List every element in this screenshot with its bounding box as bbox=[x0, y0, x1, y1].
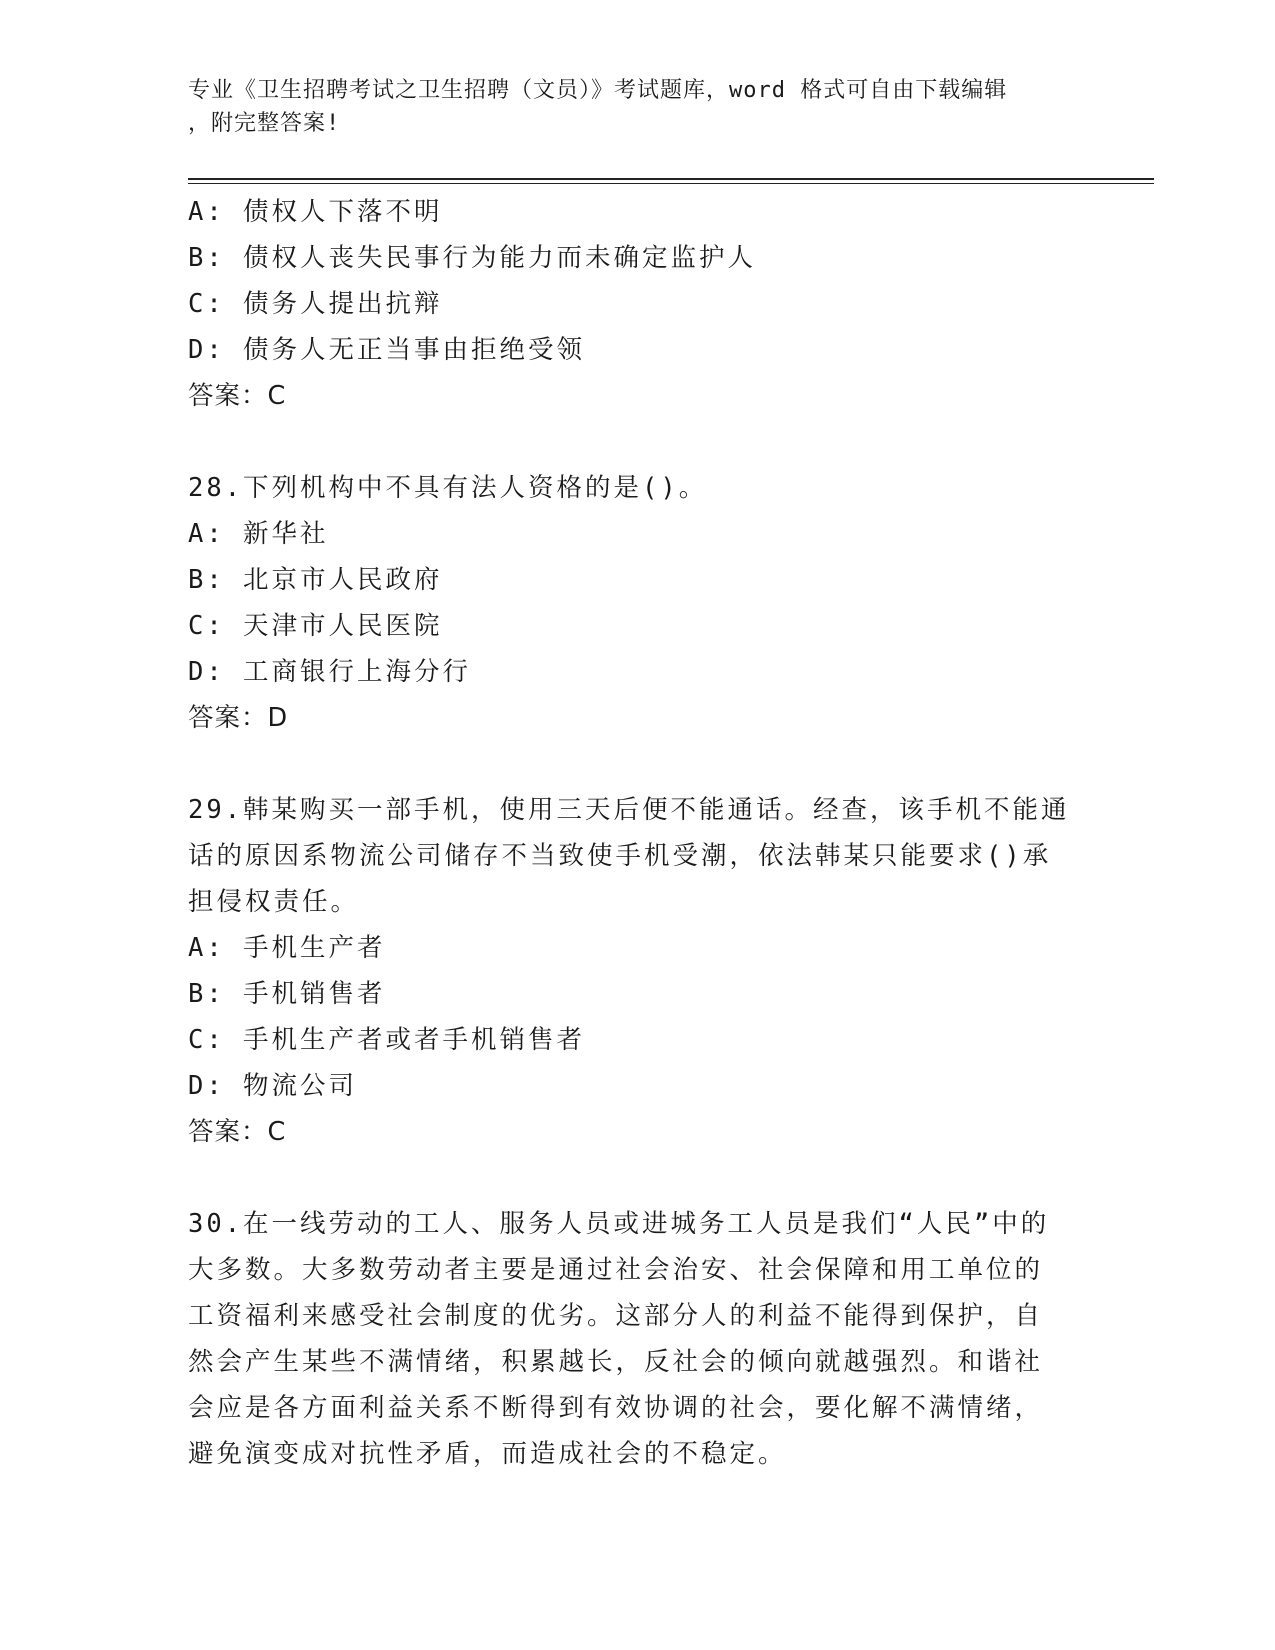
option-c: C: 债务人提出抗辩 bbox=[188, 289, 443, 319]
option-b: B: 债权人丧失民事行为能力而未确定监护人 bbox=[188, 243, 757, 273]
option-a: A: 新华社 bbox=[188, 519, 329, 549]
header-divider-thin bbox=[188, 183, 1154, 184]
option-d: D: 工商银行上海分行 bbox=[188, 657, 472, 687]
question-text-line-4: 然会产生某些不满情绪，积累越长，反社会的倾向就越强烈。和谐社 bbox=[188, 1347, 1044, 1377]
answer: 答案：C bbox=[188, 381, 287, 411]
question-text-line-2: 话的原因系物流公司储存不当致使手机受潮，依法韩某只能要求()承 bbox=[188, 841, 1052, 871]
question-29 bbox=[188, 787, 1088, 1155]
question-text: 28.下列机构中不具有法人资格的是()。 bbox=[188, 473, 708, 503]
header-line-2: ，附完整答案! bbox=[188, 111, 341, 136]
header-divider-thick bbox=[188, 178, 1154, 180]
header-line-1: 专业《卫生招聘考试之卫生招聘（文员）》考试题库，word 格式可自由下载编辑 bbox=[188, 78, 1008, 103]
question-27 bbox=[188, 189, 1088, 419]
option-b: B: 北京市人民政府 bbox=[188, 565, 443, 595]
option-a: A: 手机生产者 bbox=[188, 933, 386, 963]
question-list bbox=[188, 189, 1088, 1477]
question-30 bbox=[188, 1201, 1088, 1477]
question-text-line-1: 29.韩某购买一部手机，使用三天后便不能通话。经查，该手机不能通 bbox=[188, 795, 1070, 825]
question-text-line-5: 会应是各方面利益关系不断得到有效协调的社会，要化解不满情绪， bbox=[188, 1393, 1044, 1423]
question-text-line-6: 避免演变成对抗性矛盾，而造成社会的不稳定。 bbox=[188, 1439, 787, 1469]
option-c: C: 手机生产者或者手机销售者 bbox=[188, 1025, 586, 1055]
answer: 答案：C bbox=[188, 1117, 287, 1147]
option-b: B: 手机销售者 bbox=[188, 979, 386, 1009]
answer: 答案：D bbox=[188, 703, 289, 733]
document-header bbox=[188, 74, 1088, 140]
question-text-line-3: 担侵权责任。 bbox=[188, 887, 360, 917]
question-28 bbox=[188, 465, 1088, 741]
option-a: A: 债权人下落不明 bbox=[188, 197, 443, 227]
option-d: D: 物流公司 bbox=[188, 1071, 358, 1101]
spacer bbox=[188, 741, 1088, 787]
question-text-line-2: 大多数。大多数劳动者主要是通过社会治安、社会保障和用工单位的 bbox=[188, 1255, 1044, 1285]
spacer bbox=[188, 419, 1088, 465]
question-text-line-1: 30.在一线劳动的工人、服务人员或进城务工人员是我们“人民”中的 bbox=[188, 1209, 1050, 1239]
option-c: C: 天津市人民医院 bbox=[188, 611, 443, 641]
spacer bbox=[188, 1155, 1088, 1201]
option-d: D: 债务人无正当事由拒绝受领 bbox=[188, 335, 586, 365]
question-text-line-3: 工资福利来感受社会制度的优劣。这部分人的利益不能得到保护，自 bbox=[188, 1301, 1044, 1331]
